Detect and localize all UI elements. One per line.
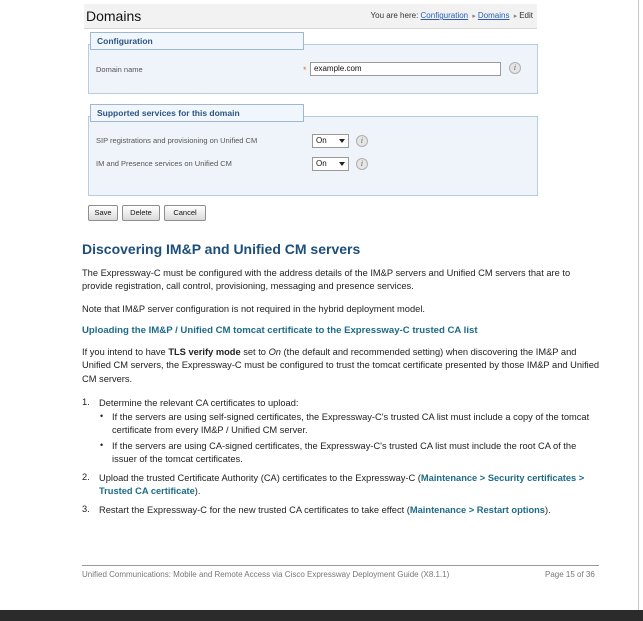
page-edge-divider	[638, 0, 639, 610]
info-icon[interactable]: i	[509, 62, 521, 74]
domain-name-label: Domain name	[96, 65, 143, 74]
required-asterisk-icon: *	[303, 65, 307, 75]
bullet-self-signed: If the servers are using self-signed certificates, the Expressway-C's trusted CA list must include a copy of the tomcat certificate from every IM&P / Unified CM server.	[112, 412, 590, 436]
breadcrumb-configuration-link[interactable]: Configuration	[420, 11, 469, 20]
step-number: 1.	[82, 397, 90, 407]
im-presence-select[interactable]	[312, 157, 349, 171]
section-heading: Discovering IM&P and Unified CM servers	[82, 241, 361, 257]
bullet-icon: •	[100, 440, 104, 450]
bullet-icon: •	[100, 411, 104, 421]
breadcrumb-separator-icon: ▸	[513, 13, 518, 20]
step-number: 3.	[82, 504, 90, 514]
sip-registrations-value: On	[316, 136, 327, 145]
viewer-bottom-bar	[0, 610, 643, 621]
info-icon[interactable]: i	[356, 158, 368, 170]
tls-paragraph: If you intend to have TLS verify mode set to On (the default and recommended setting) when discovering the IM&P and Unified CM servers, the Expressway-C must be configured to trust the tomcat certificate presented by those IM&P and Unified CM servers.	[82, 347, 600, 384]
bullet-ca-signed: If the servers are using CA-signed certificates, the Expressway-C's trusted CA list must include the root CA of the issuer of the tomcat certificates.	[112, 441, 577, 465]
breadcrumb-separator-icon: ▸	[472, 13, 476, 20]
note-paragraph: Note that IM&P server configuration is not required in the hybrid deployment model.	[82, 304, 425, 314]
cancel-button[interactable]: Cancel	[164, 205, 206, 221]
configuration-legend: Configuration	[90, 32, 304, 50]
step-number: 2.	[82, 472, 90, 482]
info-icon[interactable]: i	[356, 135, 368, 147]
step-3-text: Restart the Expressway-C for the new trusted CA certificates to take effect (Maintenance > Restart options).	[99, 505, 551, 515]
domains-screenshot	[84, 4, 537, 224]
chevron-down-icon	[339, 162, 345, 166]
step-2-text: Upload the trusted Certificate Authority (CA) certificates to the Expressway-C (Maintenance > Security certificates > Trusted CA certificate).	[99, 473, 585, 497]
services-section	[88, 116, 538, 196]
page-title: Domains	[86, 8, 142, 24]
on-term: On	[268, 347, 281, 357]
breadcrumb-domains-link[interactable]: Domains	[477, 11, 510, 20]
restart-options-link[interactable]: Maintenance > Restart options	[409, 505, 545, 515]
chevron-down-icon	[339, 139, 345, 143]
save-button[interactable]: Save	[88, 205, 118, 221]
page-header	[84, 4, 537, 29]
im-presence-label: IM and Presence services on Unified CM	[96, 159, 232, 168]
breadcrumb	[371, 11, 533, 20]
sip-registrations-select[interactable]	[312, 134, 349, 148]
breadcrumb-current: Edit	[519, 11, 533, 20]
tls-verify-mode-term: TLS verify mode	[168, 347, 241, 357]
sip-registrations-label: SIP registrations and provisioning on Unified CM	[96, 136, 258, 145]
services-legend: Supported services for this domain	[90, 104, 304, 122]
footer-guide-title: Unified Communications: Mobile and Remote Access via Cisco Expressway Deployment Guide (X8.1.1)	[82, 570, 450, 579]
footer-page-number: Page 15 of 36	[545, 570, 595, 579]
security-certificates-link[interactable]: Maintenance > Security certificates > Trusted CA certificate	[99, 473, 585, 497]
subsection-heading: Uploading the IM&P / Unified CM tomcat certificate to the Expressway-C trusted CA list	[82, 325, 478, 336]
step-1-text: Determine the relevant CA certificates to upload:	[99, 398, 299, 408]
delete-button[interactable]: Delete	[122, 205, 160, 221]
domain-name-input[interactable]: example.com	[310, 62, 501, 76]
breadcrumb-prefix: You are here:	[370, 11, 419, 20]
im-presence-value: On	[316, 159, 327, 168]
intro-paragraph: The Expressway-C must be configured with the address details of the IM&P servers and Unified CM servers that are to provide registration, call control, provisioning, messaging and presence services.	[82, 268, 571, 292]
footer-divider	[82, 565, 599, 566]
